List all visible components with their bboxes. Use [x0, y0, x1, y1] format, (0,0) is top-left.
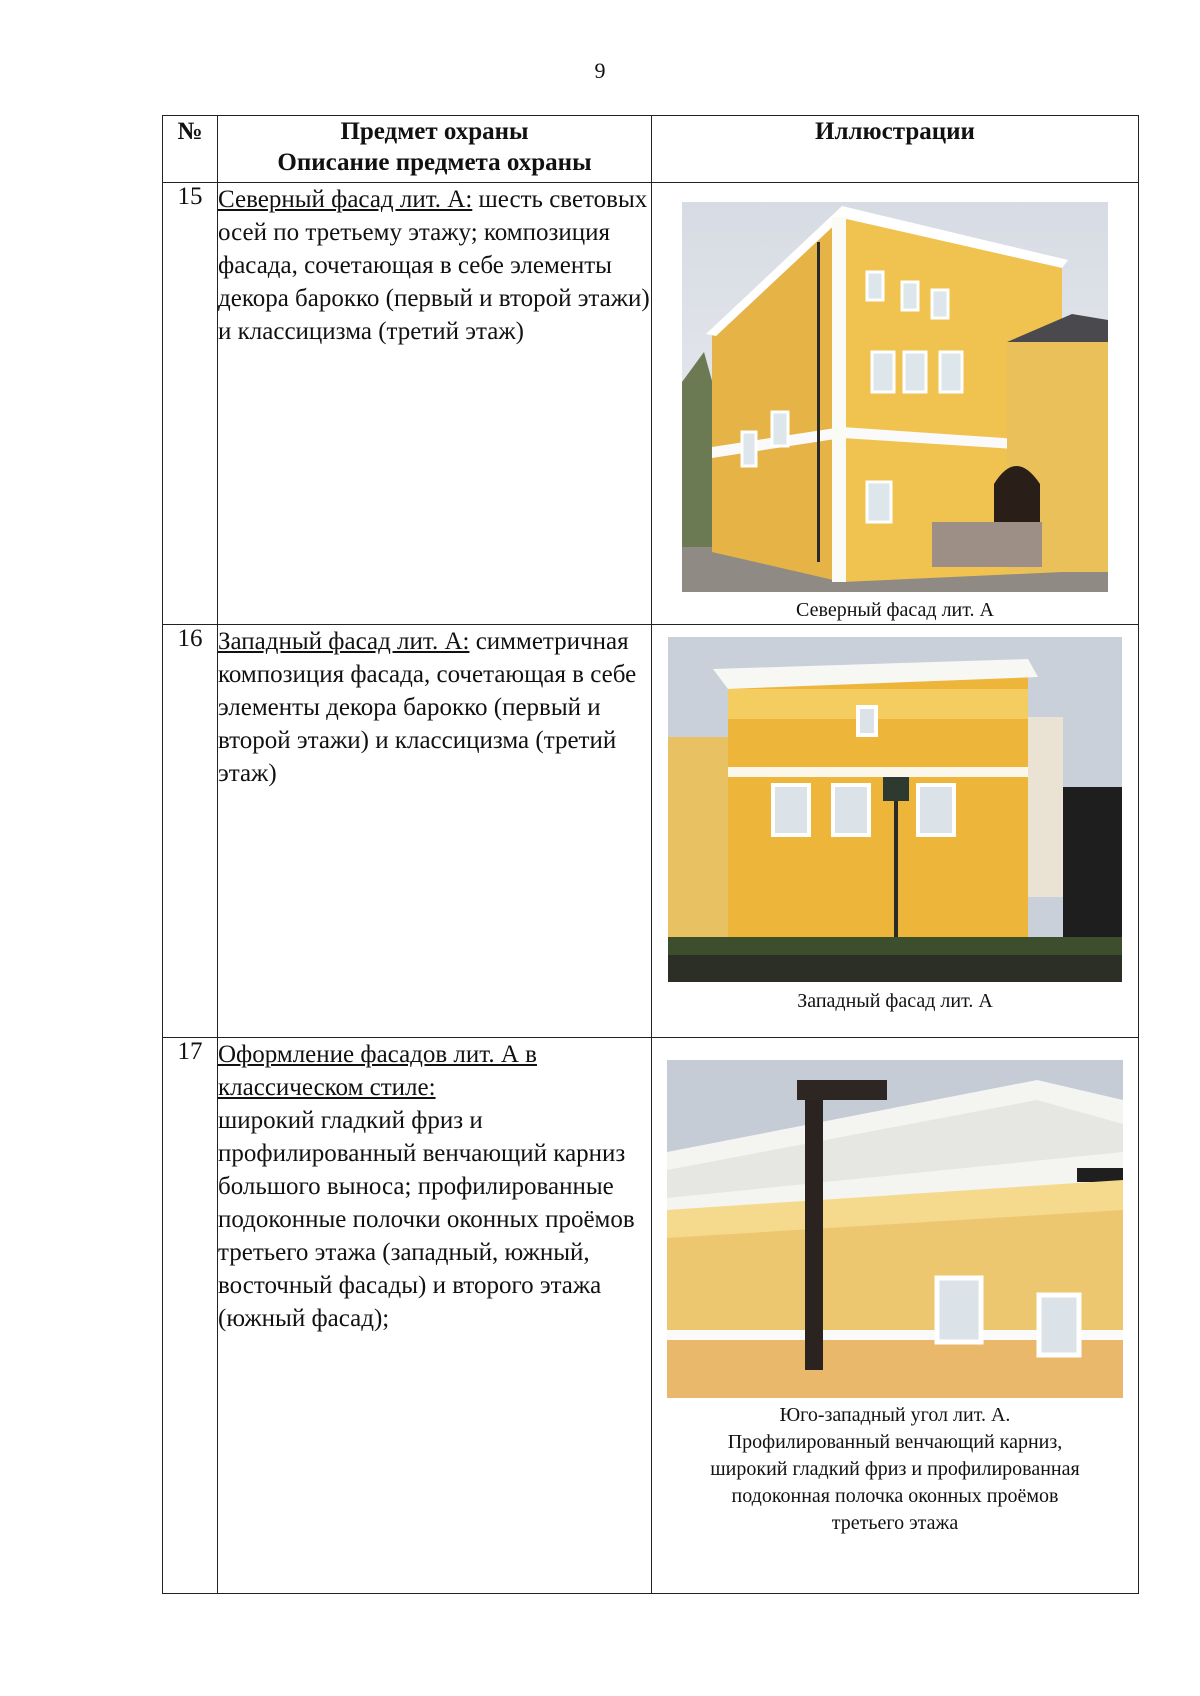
row-text: симметричная композиция фасада, сочетающая в себе элементы декора барокко (первый и второй этажи) и классицизма (третий этаж)	[218, 628, 637, 787]
north-facade-photo	[682, 202, 1108, 592]
southwest-corner-photo	[667, 1060, 1123, 1398]
row-title: Северный фасад лит. А:	[218, 186, 473, 213]
west-facade-photo	[668, 637, 1122, 982]
table-row	[163, 625, 1139, 1038]
page-number: 9	[594, 58, 606, 83]
row-description	[218, 183, 652, 625]
row-description	[218, 1038, 652, 1594]
table-row	[163, 183, 1139, 625]
row-title: Западный фасад лит. А:	[218, 628, 470, 655]
photo-caption	[652, 1402, 1138, 1537]
header-num: №	[163, 116, 218, 183]
row-illustration	[652, 183, 1139, 625]
row-number: 17	[163, 1038, 218, 1594]
row-description	[218, 625, 652, 1038]
caption-line: широкий гладкий фриз и профилированная	[710, 1458, 1080, 1480]
row-text: широкий гладкий фриз и профилированный венчающий карниз большого выноса; профилированные подоконные полочки оконных проёмов третьего этажа (западный, южный, восточный фасады) и второго этажа (южный фасад);	[218, 1107, 635, 1332]
row-title: Оформление фасадов лит. А в классическом стиле:	[218, 1041, 537, 1101]
row-text: шесть световых осей по третьему этажу; композиция фасада, сочетающая в себе элементы декора барокко (первый и второй этажи) и классицизма (третий этаж)	[218, 186, 650, 345]
header-illustrations: Иллюстрации	[652, 116, 1139, 183]
protection-table	[162, 115, 1139, 1594]
row-illustration	[652, 1038, 1139, 1594]
header-description	[218, 116, 652, 183]
table-header-row	[163, 116, 1139, 183]
table-row	[163, 1038, 1139, 1594]
header-desc-line2: Описание предмета охраны	[277, 149, 592, 176]
row-number: 15	[163, 183, 218, 625]
header-desc-line1: Предмет охраны	[340, 118, 529, 145]
photo-caption: Северный фасад лит. А	[796, 599, 994, 621]
caption-line: Профилированный венчающий карниз,	[727, 1431, 1063, 1453]
row-illustration	[652, 625, 1139, 1038]
photo-caption: Западный фасад лит. А	[797, 990, 993, 1012]
caption-line: подоконная полочка оконных проёмов	[731, 1485, 1059, 1507]
caption-line: Юго-западный угол лит. А.	[779, 1404, 1011, 1426]
caption-line: третьего этажа	[831, 1512, 959, 1534]
row-number: 16	[163, 625, 218, 1038]
